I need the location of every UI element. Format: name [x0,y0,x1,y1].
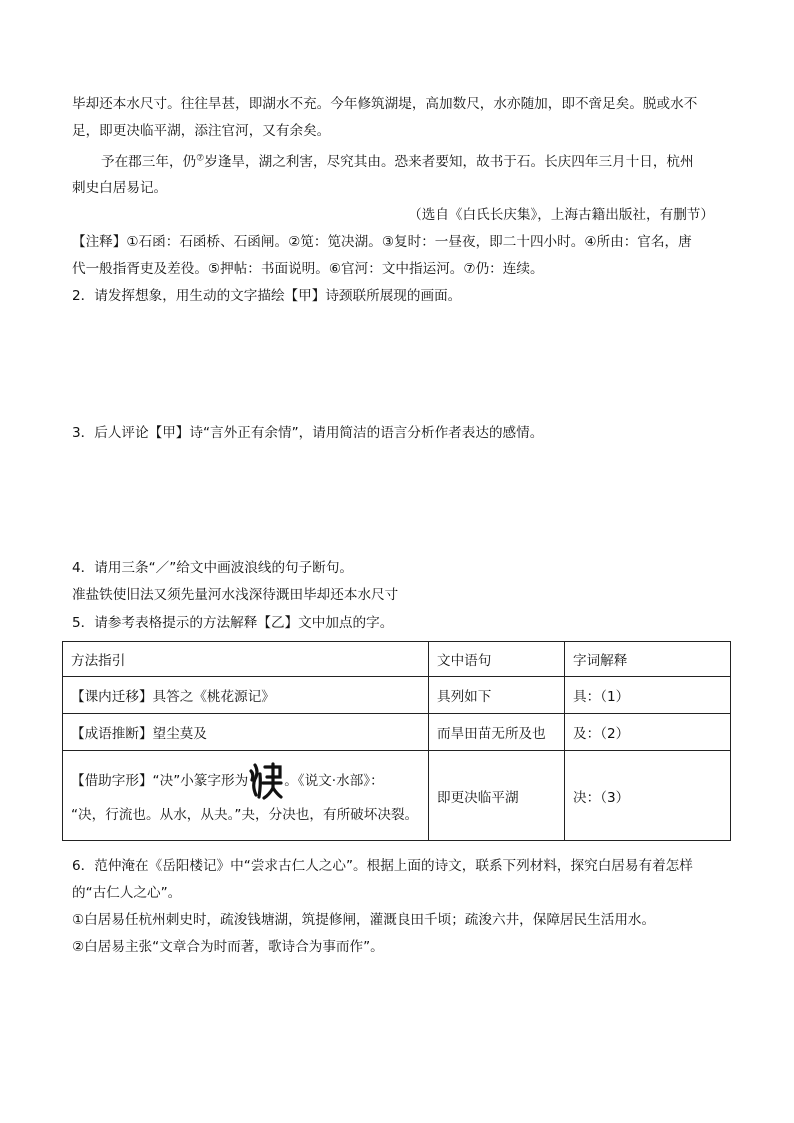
table-cell-explain: 及：（2） [565,714,731,751]
table-header-method: 方法指引 [63,642,429,677]
table-cell-sentence: 即更决临平湖 [429,751,565,841]
table-cell-method: 【借助字形】“决”小篆字形为 。《说文·水部》： “决，行流也。从水，从夬。”夬，分决也，有所破坏决裂。 [63,751,429,841]
seal-script-jue-image [249,762,283,800]
table-cell-sentence: 具列如下 [429,677,565,714]
table-cell-sentence: 而旱田苗无所及也 [429,714,565,751]
table-cell-method: 【课内迁移】具答之《桃花源记》 [63,677,429,714]
table-cell-explain: 具：（1） [565,677,731,714]
table-cell-method: 【成语推断】望尘莫及 [63,714,429,751]
question-6-material-2: ②白居易主张“文章合为时而著，歌诗合为事而作”。 [72,939,384,955]
notes-line-2: 代一般指胥吏及差役。⑤押帖：书面说明。⑥官河：文中指运河。⑦仍：连续。 [72,261,544,277]
question-3: 3．后人评论【甲】诗“言外正有余情”，请用简洁的语言分析作者表达的感情。 [72,425,544,441]
passage-line-2: 足，即更决临平湖，添注官河，又有余矣。 [72,123,331,139]
passage-line-3: 予在郡三年，仍⑦岁逢旱，湖之利害，尽究其由。恐来者要知，故书于石。长庆四年三月十日，杭州 [101,153,694,170]
table-row [63,677,731,714]
method-table [62,641,731,841]
notes-line-1: 【注释】①石函：石函桥、石函闸。②笕：笕决湖。③复时：一昼夜，即二十四小时。④所由：官名，唐 [72,234,692,250]
table-header-explain: 字词解释 [565,642,731,677]
table-row [63,751,731,841]
question-2: 2．请发挥想象，用生动的文字描绘【甲】诗颈联所展现的画面。 [72,288,462,304]
passage-line-4: 刺史白居易记。 [72,180,168,196]
question-5: 5．请参考表格提示的方法解释【乙】文中加点的字。 [72,615,394,631]
table-cell-explain: 决：（3） [565,751,731,841]
note-marker-7: ⑦ [196,153,205,164]
table-header-row [63,642,731,677]
question-6-line-2: 的“古仁人之心”。 [72,885,182,901]
question-4: 4．请用三条“／”给文中画波浪线的句子断句。 [72,560,354,576]
table-row [63,714,731,751]
question-4-sentence: 准盐铁使旧法又须先量河水浅深待溉田毕却还本水尺寸 [72,587,399,603]
table-header-sentence: 文中语句 [429,642,565,677]
passage-source: （选自《白氏长庆集》，上海古籍出版社，有删节） [408,207,714,223]
passage-line-1: 毕却还本水尺寸。往往旱甚，即湖水不充。今年修筑湖堤，高加数尺，水亦随加，即不啻足矣。脱或水不 [72,96,698,112]
question-6-material-1: ①白居易任杭州刺史时，疏浚钱塘湖，筑提修闸，灌溉良田千顷；疏浚六井，保障居民生活用水。 [72,912,656,928]
question-6-line-1: 6．范仲淹在《岳阳楼记》中“尝求古仁人之心”。根据上面的诗文，联系下列材料，探究白居易有着怎样 [72,858,693,874]
